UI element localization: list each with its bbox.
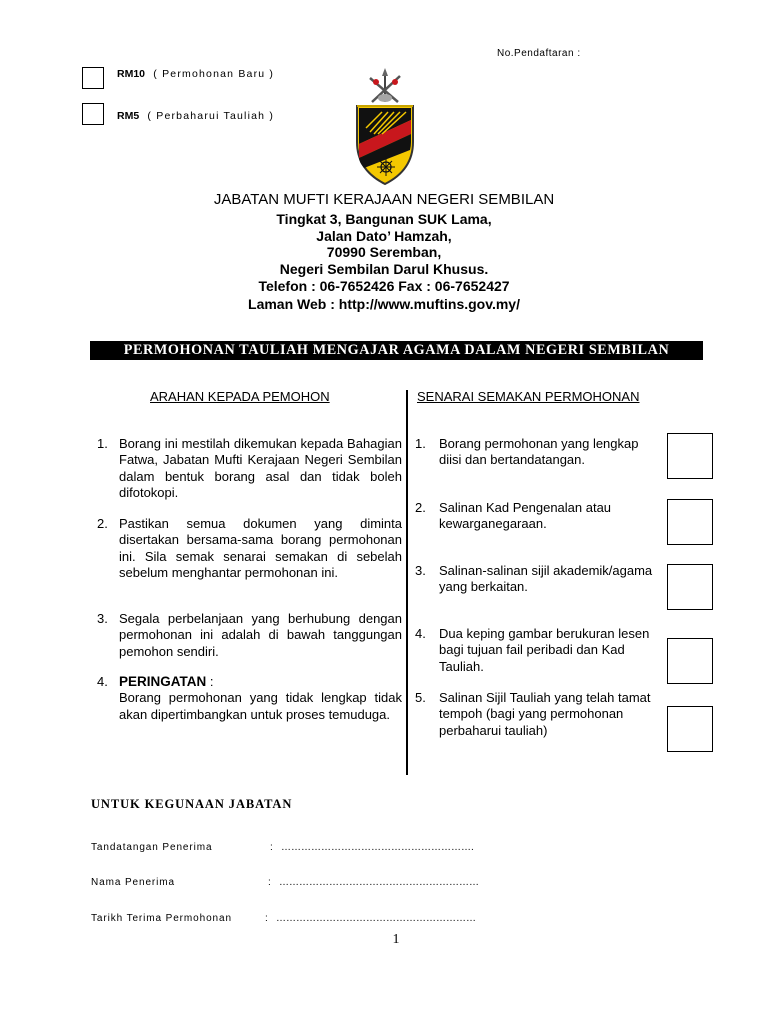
warning-label: PERINGATAN — [119, 674, 207, 689]
instruction-text: Borang ini mestilah dikemukan kepada Bahagian Fatwa, Jabatan Mufti Kerajaan Negeri Sembilan dalam bentuk borang asal dan tidak boleh difotokopi. — [119, 436, 402, 501]
column-divider — [406, 390, 408, 775]
checklist-text: Salinan Kad Pengenalan atau kewarganegaraan. — [439, 500, 612, 532]
receiver-name-label: Nama Penerima — [91, 877, 175, 888]
new-application-checkbox[interactable] — [82, 67, 104, 89]
field-separator: : — [270, 842, 274, 853]
item-number: 1. — [415, 436, 426, 451]
checklist-heading: SENARAI SEMAKAN PERMOHONAN — [417, 389, 640, 404]
item-number: 5. — [415, 690, 426, 705]
state-crest-icon — [352, 68, 418, 190]
item-number: 2. — [415, 500, 426, 515]
address-line-3: 70990 Seremban, — [326, 244, 442, 260]
fee-code: RM10 — [117, 68, 146, 80]
field-separator: : — [268, 877, 272, 888]
instruction-item-2 — [97, 516, 403, 598]
checklist-checkbox-4[interactable] — [667, 638, 713, 684]
fee-option-new — [117, 68, 274, 80]
renew-checkbox[interactable] — [82, 103, 104, 125]
checklist-checkbox-1[interactable] — [667, 433, 713, 479]
fee-description: ( Permohonan Baru ) — [153, 68, 275, 80]
field-dots: …………………………………………………… — [276, 913, 477, 924]
receipt-date-field[interactable] — [265, 913, 476, 924]
checklist-item-1 — [415, 436, 665, 476]
checklist-checkbox-5[interactable] — [667, 706, 713, 752]
checklist-item-3 — [415, 563, 665, 603]
item-number: 1. — [97, 436, 108, 451]
instruction-text: Pastikan semua dokumen yang diminta disertakan bersama-sama borang permohonan ini. Sila semak senarai semakan di sebelah sebelum menghantar permohonan ini. — [119, 516, 402, 581]
checklist-text: Salinan Sijil Tauliah yang telah tamat tempoh (bagi yang permohonan perbaharui tauliah) — [439, 690, 651, 738]
receiver-name-field[interactable] — [268, 877, 479, 888]
office-use-heading: UNTUK KEGUNAAN JABATAN — [91, 797, 293, 811]
phone-fax-line: Telefon : 06-7652426 Fax : 06-7652427 — [258, 278, 510, 294]
checklist-text: Dua keping gambar berukuran lesen bagi tujuan fail peribadi dan Kad Tauliah. — [439, 626, 650, 674]
address-line-4: Negeri Sembilan Darul Khusus. — [279, 261, 489, 277]
item-number: 2. — [97, 516, 108, 531]
instruction-item-3 — [97, 611, 403, 661]
fee-option-renew — [117, 110, 274, 122]
address-line-1: Tingkat 3, Bangunan SUK Lama, — [276, 211, 492, 227]
item-number: 3. — [97, 611, 108, 626]
warning-block — [119, 674, 402, 723]
instruction-item-1 — [97, 436, 403, 502]
form-title-banner: PERMOHONAN TAULIAH MENGAJAR AGAMA DALAM NEGERI SEMBILAN — [90, 341, 703, 360]
item-number: 4. — [415, 626, 426, 641]
warning-colon: : — [206, 674, 214, 689]
instruction-item-4 — [97, 674, 403, 744]
checklist-text: Salinan-salinan sijil akademik/agama yang berkaitan. — [439, 563, 653, 595]
page-number: 1 — [392, 932, 400, 947]
checklist-checkbox-3[interactable] — [667, 564, 713, 610]
instructions-heading: ARAHAN KEPADA PEMOHON — [150, 389, 330, 404]
field-dots: …………………………………………………. — [281, 842, 474, 853]
receiver-signature-label: Tandatangan Penerima — [91, 842, 213, 853]
item-number: 4. — [97, 674, 108, 689]
field-dots: …………………………………………………… — [279, 877, 480, 888]
checklist-item-4 — [415, 626, 665, 682]
checklist-checkbox-2[interactable] — [667, 499, 713, 545]
department-name: JABATAN MUFTI KERAJAAN NEGERI SEMBILAN — [213, 191, 555, 208]
instruction-text: Borang permohonan yang tidak lengkap tidak akan dipertimbangkan untuk proses temuduga. — [119, 690, 402, 722]
instruction-text: Segala perbelanjaan yang berhubung dengan permohonan ini adalah di bawah tanggungan pemohon sendiri. — [119, 611, 402, 659]
website-line: Laman Web : http://www.muftins.gov.my/ — [248, 296, 520, 312]
fee-code: RM5 — [117, 110, 140, 122]
fee-description: ( Perbaharui Tauliah ) — [147, 110, 275, 122]
receipt-date-label: Tarikh Terima Permohonan — [91, 913, 232, 924]
checklist-text: Borang permohonan yang lengkap diisi dan bertandatangan. — [439, 436, 639, 468]
registration-number-label: No.Pendaftaran : — [497, 48, 581, 59]
address-line-2: Jalan Dato’ Hamzah, — [316, 228, 452, 244]
checklist-item-5 — [415, 690, 665, 746]
field-separator: : — [265, 913, 269, 924]
receiver-signature-field[interactable] — [270, 842, 474, 853]
item-number: 3. — [415, 563, 426, 578]
checklist-item-2 — [415, 500, 665, 540]
